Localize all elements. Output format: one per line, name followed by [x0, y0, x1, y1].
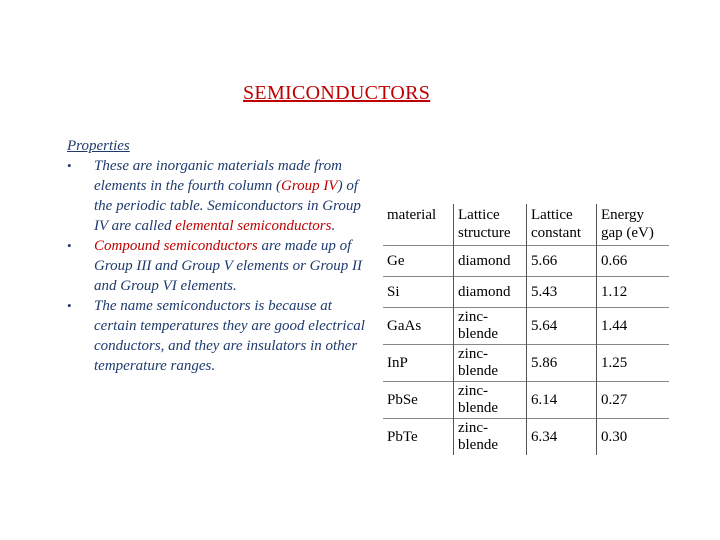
properties-list	[67, 156, 367, 376]
header-energy-gap: Energy gap (eV)	[597, 204, 670, 246]
cell-material: Si	[383, 277, 454, 308]
bullet-item	[67, 236, 367, 296]
bullet-highlight: Compound semiconductors	[94, 238, 258, 254]
cell-constant: 5.86	[527, 345, 597, 382]
cell-material: Ge	[383, 246, 454, 277]
bullet-text: are made up of Group III and Group V elements or Group II and Group VI elements.	[94, 238, 363, 294]
header-lattice-constant: Lattice constant	[527, 204, 597, 246]
properties-section	[67, 136, 367, 376]
cell-gap: 0.66	[597, 246, 670, 277]
properties-table	[383, 204, 669, 455]
cell-structure: zinc-blende	[454, 382, 527, 419]
bullet-item	[67, 296, 367, 376]
table-row	[383, 419, 669, 456]
cell-constant: 5.64	[527, 308, 597, 345]
bullet-icon: •	[67, 158, 72, 173]
cell-material: GaAs	[383, 308, 454, 345]
cell-gap: 0.30	[597, 419, 670, 456]
properties-heading: Properties	[67, 138, 130, 154]
cell-material: InP	[383, 345, 454, 382]
table-row	[383, 277, 669, 308]
bullet-highlight: Group IV	[281, 178, 338, 194]
table-row	[383, 382, 669, 419]
bullet-highlight: elemental semiconductors	[175, 218, 332, 234]
bullet-text: The name semiconductors is because at certain temperatures they are good electrical conductors, and they are insulators in other temperature ranges.	[94, 298, 365, 374]
cell-structure: diamond	[454, 246, 527, 277]
header-lattice-structure: Lattice structure	[454, 204, 527, 246]
table-header-row	[383, 204, 669, 246]
bullet-item	[67, 156, 367, 236]
cell-structure: zinc-blende	[454, 345, 527, 382]
cell-constant: 5.66	[527, 246, 597, 277]
bullet-icon: •	[67, 238, 72, 253]
table-row	[383, 345, 669, 382]
slide-title: SEMICONDUCTORS	[243, 82, 431, 104]
cell-material: PbSe	[383, 382, 454, 419]
header-material: material	[387, 207, 437, 223]
bullet-text: ) of the periodic table. Semiconductors in Group IV are called	[94, 178, 361, 234]
cell-constant: 6.34	[527, 419, 597, 456]
cell-structure: zinc-blende	[454, 308, 527, 345]
table-row	[383, 246, 669, 277]
cell-gap: 1.44	[597, 308, 670, 345]
bullet-text: These are inorganic materials made from elements in the fourth column (	[94, 158, 342, 194]
cell-structure: diamond	[454, 277, 527, 308]
cell-constant: 5.43	[527, 277, 597, 308]
cell-gap: 0.27	[597, 382, 670, 419]
bullet-icon: •	[67, 298, 72, 313]
cell-constant: 6.14	[527, 382, 597, 419]
table-row	[383, 308, 669, 345]
cell-structure: zinc-blende	[454, 419, 527, 456]
cell-gap: 1.25	[597, 345, 670, 382]
cell-gap: 1.12	[597, 277, 670, 308]
bullet-text: .	[331, 218, 336, 234]
cell-material: PbTe	[383, 419, 454, 456]
semiconductor-table	[383, 204, 669, 455]
